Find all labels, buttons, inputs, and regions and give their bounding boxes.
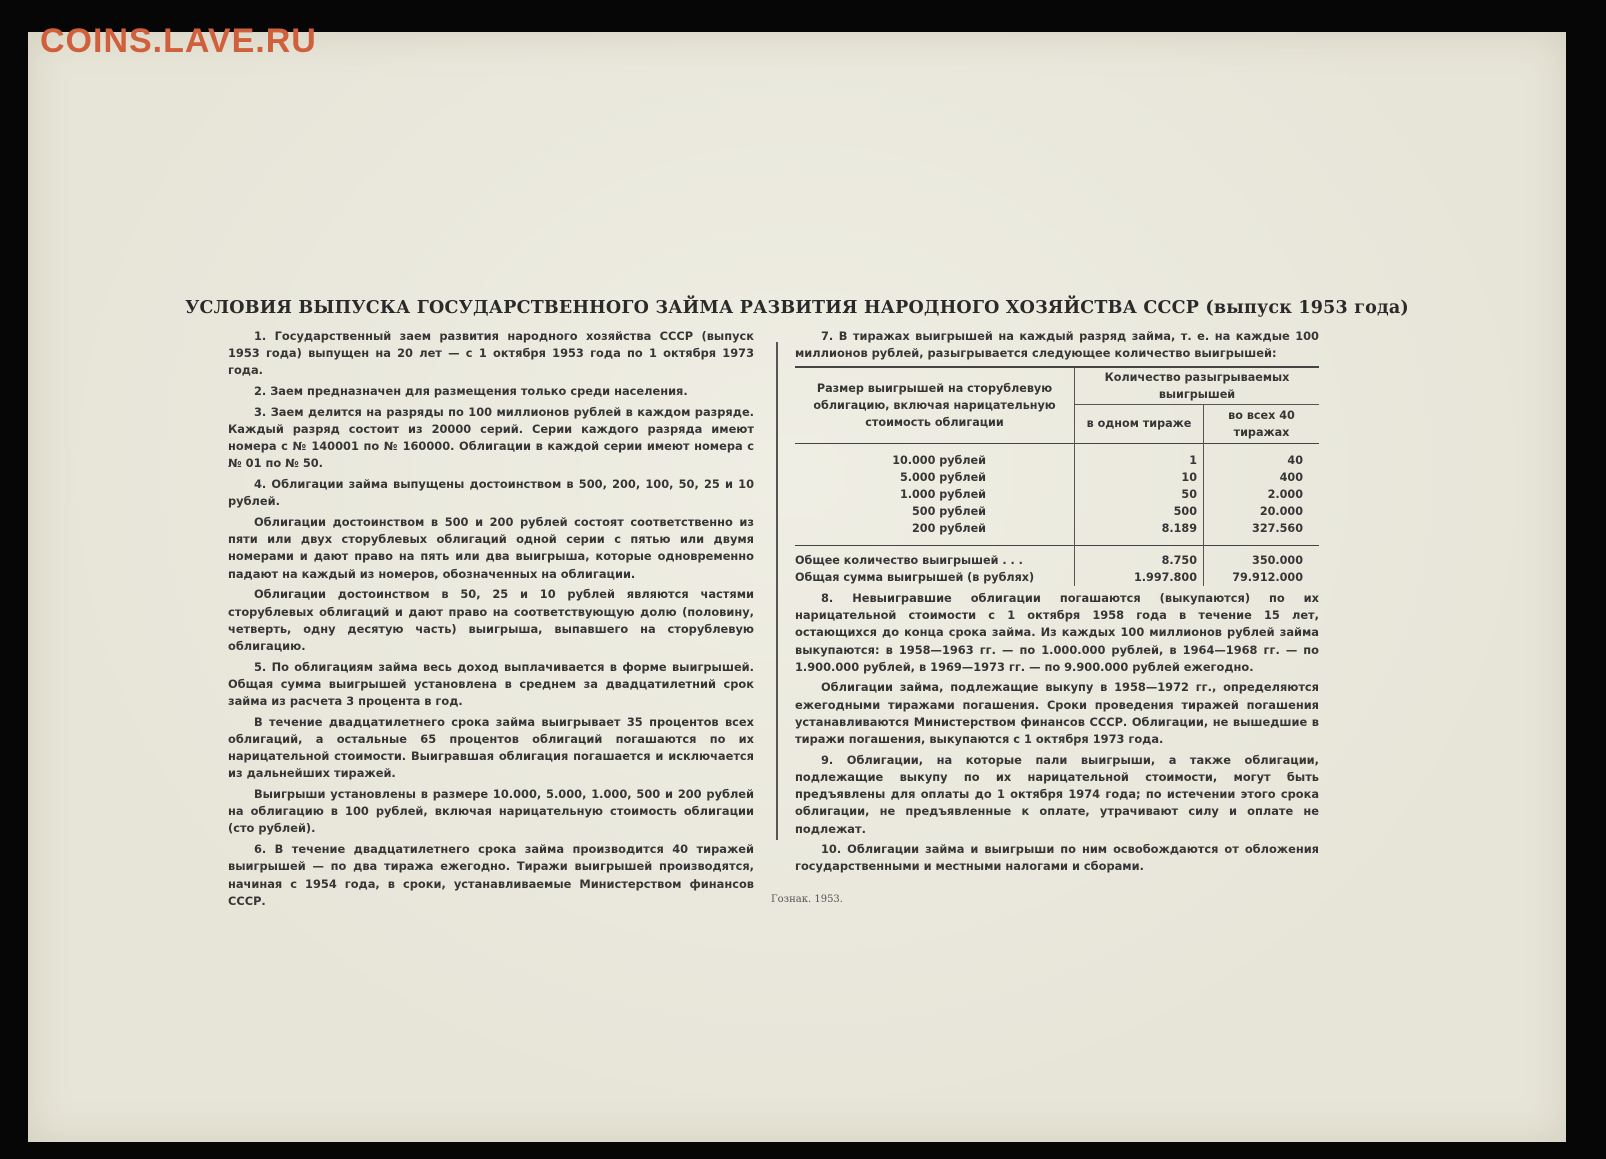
site-watermark: COINS.LAVE.RU [40, 22, 317, 60]
paragraph: 7. В тиражах выигрышей на каждый разряд займа, т. е. на каждые 100 миллионов рублей, разыгрывается следующее количество выигрышей: [795, 329, 1319, 361]
left-column [228, 328, 754, 914]
prize-size-header: Размер выигрышей на сторублевую облигацию, включая нарицательную стоимость облигации [795, 367, 1075, 444]
prize-size-cell: 10.000 рублей [795, 452, 1075, 469]
one-draw-cell: 500 [1075, 503, 1204, 520]
paragraph: 4. Облигации займа выпущены достоинством в 500, 200, 100, 50, 25 и 10 рублей. [228, 477, 754, 509]
table-row [795, 486, 1319, 503]
total-sum-all: 79.912.000 [1232, 570, 1303, 584]
all-draws-cell: 20.000 [1259, 504, 1303, 518]
one-draw-cell: 10 [1075, 469, 1204, 486]
table-total-row [795, 569, 1319, 586]
paragraph: 2. Заем предназначен для размещения только среди населения. [254, 384, 688, 399]
bond-reverse-sheet [28, 32, 1566, 1142]
paragraph: Облигации займа, подлежащие выкупу в 1958—1972 гг., определяются ежегодными тиражами погашения. Сроки проведения тиражей погашения устанавливаются Министерством финансов СССР. Облигации, не вышедшие в тиражи погашения, выкупаются с 1 октября 1973 года. [795, 680, 1319, 747]
paragraph: Облигации достоинством в 50, 25 и 10 рублей являются частями сторублевых облигаций и дают право на соответствующую долю (половину, четверть, одну десятую часть) выигрыша, выпавшего на сторублевую облигацию. [228, 587, 754, 653]
one-draw-cell: 50 [1075, 486, 1204, 503]
paragraph: 5. По облигациям займа весь доход выплачивается в форме выигрышей. Общая сумма выигрышей установлена в среднем за двадцатилетний срок займа из расчета 3 процента в год. [228, 659, 754, 709]
total-sum-label: Общая сумма выигрышей (в рублях) [795, 569, 1075, 586]
paragraph: 1. Государственный заем развития народного хозяйства СССР (выпуск 1953 года) выпущен на 20 лет — с 1 октября 1953 года по 1 октября 1973 года. [228, 329, 754, 378]
paragraph: 8. Невыигравшие облигации погашаются (выкупаются) по их нарицательной стоимости с 1 октября 1958 года в течение 15 лет, остающихся до конца срока займа. Из каждых 100 миллионов рублей займа выкупаются: в 1958—1963 гг. — по 1.000.000 рублей, в 1964—1968 гг. — по 1.900.000 рублей, в 1969—1973 гг. — по 9.900.000 рублей ежегодно. [795, 590, 1319, 674]
paragraph: 6. В течение двадцатилетнего срока займа производится 40 тиражей выигрышей — по два тиража ежегодно. Тиражи выигрышей производятся, начиная с 1954 года, в сроки, устанавливаемые Министерством финансов СССР. [228, 842, 754, 908]
column-divider [776, 342, 778, 840]
paragraph: Облигации достоинством в 500 и 200 рублей состоят соответственно из пяти или двух сторублевых облигаций одной серии с пятью или двумя номерами и дают право на пять или два выигрыша, которые одновременно падают на каждый из номеров, обозначенных на облигации. [228, 515, 754, 581]
total-sum-one: 1.997.800 [1075, 569, 1204, 586]
all-draws-cell: 2.000 [1267, 487, 1303, 501]
table-row [795, 469, 1319, 486]
prize-count-header: Количество разыгрываемых выигрышей [1075, 367, 1320, 405]
total-count-label: Общее количество выигрышей . . . [795, 552, 1075, 569]
table-row [795, 452, 1319, 469]
total-count-one: 8.750 [1075, 552, 1204, 569]
prize-table [795, 366, 1319, 586]
paragraph: В течение двадцатилетнего срока займа выигрывает 35 процентов всех облигаций, а остальные 65 процентов облигаций погашаются по их нарицательной стоимости. Выигравшая облигация погашается и исключается из дальнейших тиражей. [228, 714, 754, 781]
prize-size-cell: 200 рублей [795, 520, 1075, 537]
table-total-row [795, 552, 1319, 569]
total-count-all: 350.000 [1252, 553, 1303, 567]
paragraph: Выигрыши установлены в размере 10.000, 5.000, 1.000, 500 и 200 рублей на облигацию в 100 рублей, включая нарицательную стоимость облигации (сто рублей). [228, 787, 754, 836]
one-draw-cell: 1 [1075, 452, 1204, 469]
prize-size-cell: 1.000 рублей [795, 486, 1075, 503]
prize-size-cell: 500 рублей [795, 503, 1075, 520]
all-draws-header: во всех 40 тиражах [1228, 408, 1295, 439]
one-draw-cell: 8.189 [1075, 520, 1204, 537]
all-draws-cell: 327.560 [1252, 521, 1303, 535]
paragraph: 3. Заем делится на разряды по 100 миллионов рублей в каждом разряде. Каждый разряд состоит из 20000 серий. Серии каждого разряда имеют номера с № 140001 по № 160000. Облигации в каждой серии имеют номера с № 01 по № 50. [228, 404, 754, 471]
paragraph: 9. Облигации, на которые пали выигрыши, а также облигации, подлежащие выкупу по их нарицательной стоимости, могут быть предъявлены для оплаты до 1 октября 1974 года; по истечении этого срока облигации, не предъявленные к оплате, утрачивают силу и оплате не подлежат. [795, 752, 1319, 836]
prize-size-cell: 5.000 рублей [795, 469, 1075, 486]
all-draws-cell: 400 [1279, 470, 1303, 484]
printer-imprint: Гознак. 1953. [771, 894, 843, 905]
all-draws-cell: 40 [1287, 453, 1303, 467]
table-row [795, 520, 1319, 537]
paragraph: 10. Облигации займа и выигрыши по ним освобождаются от обложения государственными и местными налогами и сборами. [795, 842, 1319, 874]
table-row [795, 503, 1319, 520]
right-column [795, 328, 1319, 879]
one-draw-header: в одном тираже [1075, 404, 1204, 443]
document-title: УСЛОВИЯ ВЫПУСКА ГОСУДАРСТВЕННОГО ЗАЙМА РАЗВИТИЯ НАРОДНОГО ХОЗЯЙСТВА СССР (выпуск 1953 года) [185, 298, 1409, 318]
